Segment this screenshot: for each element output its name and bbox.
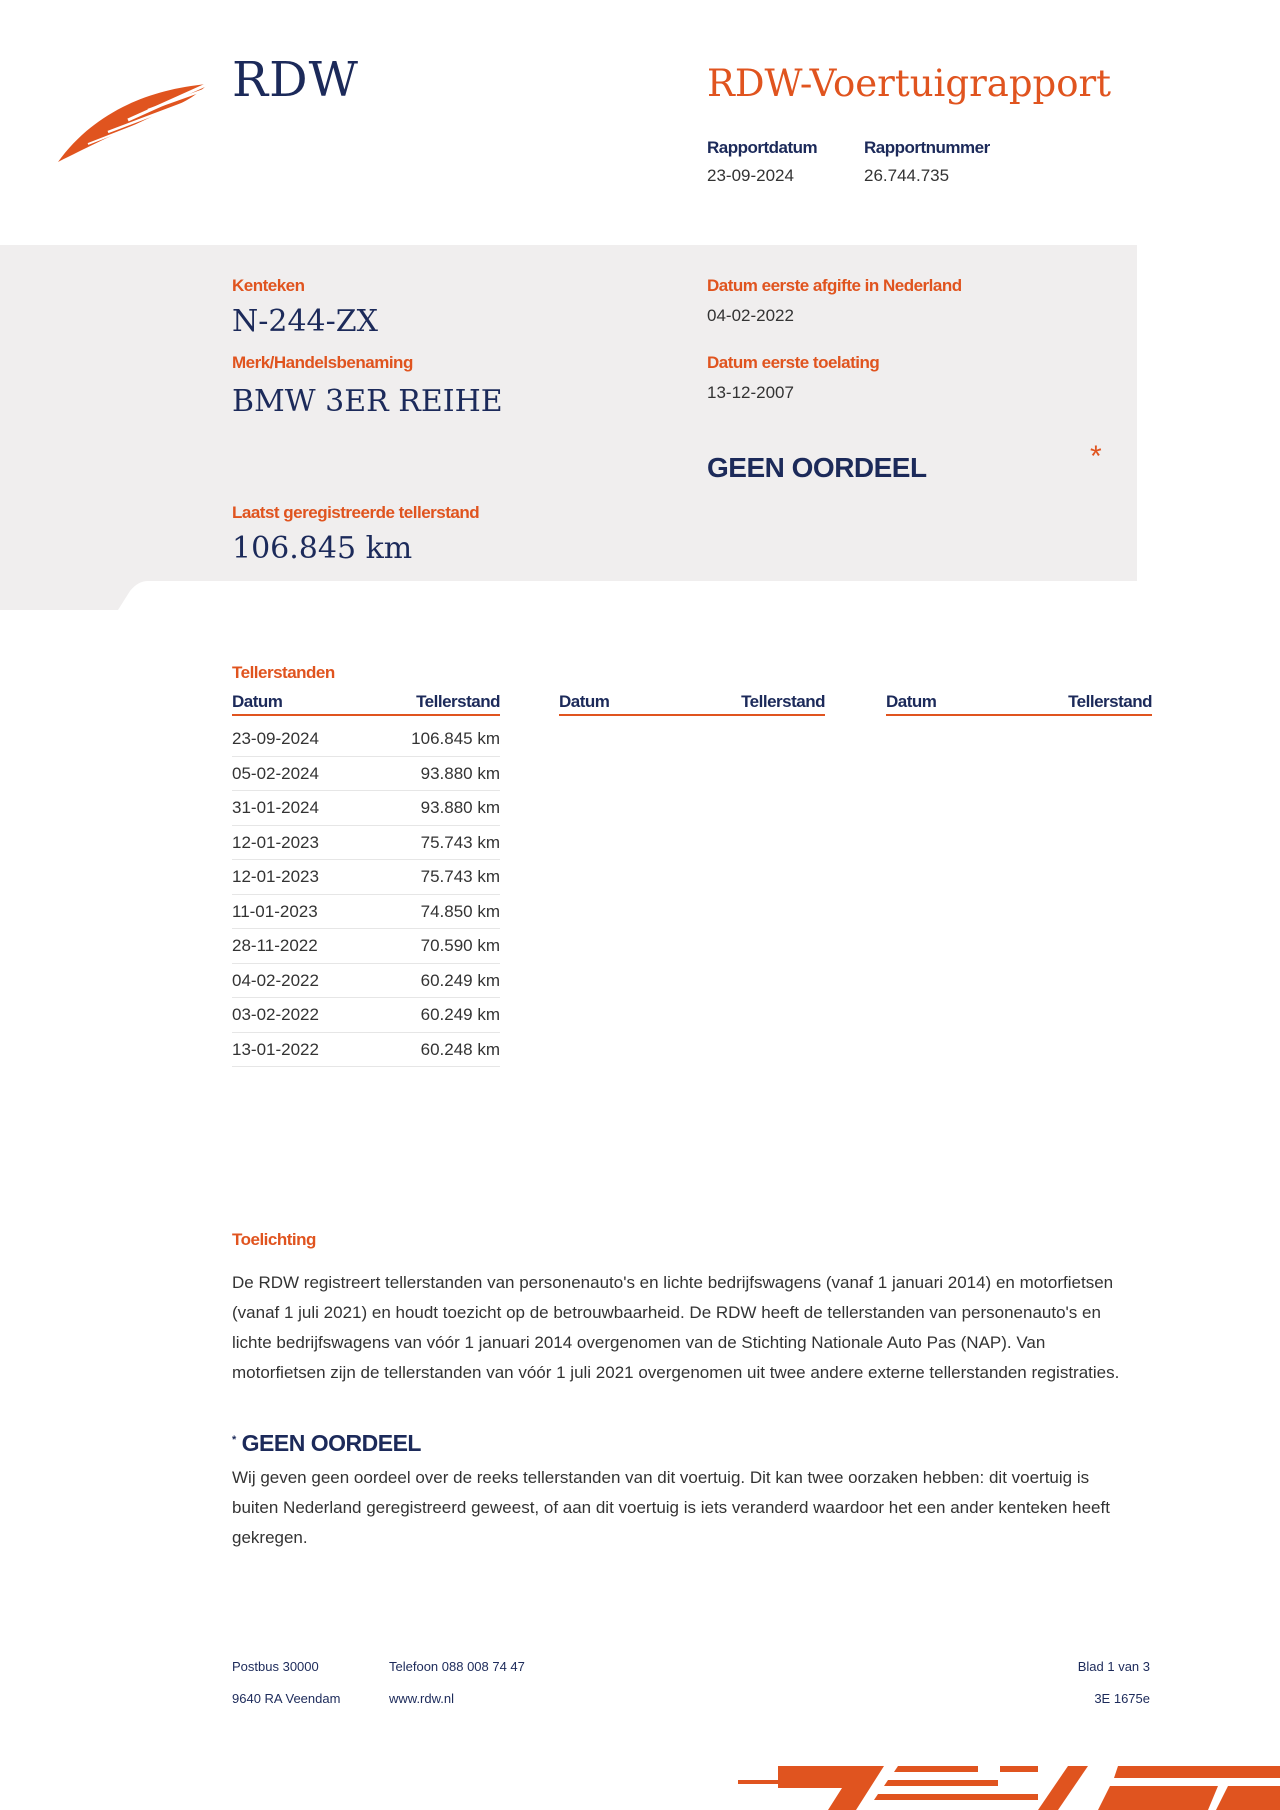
report-number-value: 26.744.735: [864, 166, 950, 185]
report-title: RDW-Voertuigrapport: [707, 62, 1112, 105]
logo-text: RDW: [232, 52, 359, 108]
table-row: [232, 998, 500, 1033]
column-date-header: Datum: [886, 692, 937, 711]
note-title: GEEN OORDEEL: [241, 1430, 421, 1456]
note-text: Wij geven geen oordeel over de reeks tellerstanden van dit voertuig. Dit kan twee oorzaken hebben: dit voertuig is buiten Nederland geregistreerd geweest, of aan dit voertuig is iets veranderd waardoor het een ander kenteken heeft gekregen.: [232, 1468, 1110, 1547]
reading-date: 11-01-2023: [232, 901, 318, 921]
brand-value: BMW 3ER REIHE: [232, 384, 503, 419]
reading-date: 04-02-2022: [232, 970, 319, 990]
readings-column-header-1: [232, 692, 500, 716]
column-date-header: Datum: [232, 692, 283, 711]
readings-section-label: Tellerstanden: [232, 663, 335, 682]
reading-km: 70.590 km: [420, 936, 500, 955]
plate-label: Kenteken: [232, 276, 305, 295]
table-row: [232, 791, 500, 826]
reading-date: 05-02-2024: [232, 763, 319, 783]
explanation-label: Toelichting: [232, 1230, 316, 1249]
reading-km: 75.743 km: [420, 867, 500, 886]
column-date-header: Datum: [559, 692, 610, 711]
footer-phone: Telefoon 088 008 74 47: [389, 1659, 525, 1674]
first-issue-nl-value: 04-02-2022: [707, 306, 794, 325]
reading-date: 03-02-2022: [232, 1005, 319, 1024]
reading-km: 93.880 km: [420, 798, 500, 817]
column-odometer-header: Tellerstand: [416, 692, 500, 711]
first-issue-nl-label: Datum eerste afgifte in Nederland: [707, 276, 962, 295]
reading-date: 13-01-2022: [232, 1039, 319, 1059]
last-odometer-value: 106.845 km: [232, 531, 413, 566]
reading-date: 12-01-2023: [232, 832, 319, 852]
reading-date: 28-11-2022: [232, 936, 318, 955]
readings-column-header-3: [886, 692, 1152, 716]
table-row: [232, 757, 500, 792]
column-odometer-header: Tellerstand: [741, 692, 825, 711]
note-heading: [232, 1430, 421, 1457]
reading-date: 12-01-2023: [232, 867, 319, 886]
reading-date: 23-09-2024: [232, 729, 319, 748]
reading-km: 60.249 km: [420, 970, 500, 990]
readings-column-header-2: [559, 692, 825, 716]
first-admission-label: Datum eerste toelating: [707, 353, 880, 372]
table-row: [232, 895, 500, 930]
reading-km: 74.850 km: [420, 901, 500, 921]
table-row: [232, 964, 500, 999]
footer-po-box: Postbus 30000: [232, 1659, 319, 1674]
report-number-block: [864, 138, 990, 186]
last-odometer-label: Laatst geregistreerde tellerstand: [232, 503, 480, 522]
reading-km: 93.880 km: [420, 763, 500, 783]
footer-document-code: 3E 1675e: [1094, 1691, 1150, 1706]
reading-km: 75.743 km: [420, 832, 500, 852]
footer-postal-city: 9640 RA Veendam: [232, 1691, 341, 1706]
table-row: [232, 929, 500, 964]
report-date-value: 23-09-2024: [707, 166, 794, 185]
note-star-icon: *: [232, 1434, 236, 1446]
table-row: [232, 826, 500, 861]
reading-km: 106.845 km: [411, 729, 500, 748]
first-admission-value: 13-12-2007: [707, 383, 794, 402]
brand-label: Merk/Handelsbenaming: [232, 353, 413, 372]
footer-website[interactable]: www.rdw.nl: [389, 1691, 455, 1706]
footer-page-number: Blad 1 van 3: [1077, 1659, 1150, 1674]
rdw-logo-icon: [58, 80, 208, 162]
column-odometer-header: Tellerstand: [1068, 692, 1152, 711]
plate-value: N-244-ZX: [232, 304, 378, 339]
footer-decoration-stripes-icon: [738, 1760, 1280, 1810]
readings-table: [232, 722, 500, 1067]
verdict-text: GEEN OORDEEL: [707, 452, 927, 483]
report-number-label: Rapportnummer: [864, 138, 990, 157]
reading-km: 60.249 km: [420, 1005, 500, 1024]
table-row: [232, 722, 500, 757]
table-row: [232, 1033, 500, 1068]
reading-date: 31-01-2024: [232, 798, 319, 817]
verdict-star-icon: *: [1090, 440, 1102, 473]
report-date-label: Rapportdatum: [707, 138, 818, 157]
explanation-text: De RDW registreert tellerstanden van personenauto's en lichte bedrijfswagens (vanaf 1 januari 2014) en motorfietsen (vanaf 1 juli 2021) en houdt toezicht op de betrouwbaarheid. De RDW heeft de tellerstanden van personenauto's en lichte bedrijfswagens van vóór 1 januari 2014 overgenomen van de Stichting Nationale Auto Pas (NAP). Van motorfietsen zijn de tellerstanden van vóór 1 juli 2021 overgenomen uit twee andere externe tellerstanden registraties.: [232, 1273, 1120, 1382]
report-date-block: [707, 138, 817, 186]
vehicle-panel-background: [0, 245, 1137, 610]
table-row: [232, 860, 500, 895]
reading-km: 60.248 km: [420, 1039, 500, 1059]
